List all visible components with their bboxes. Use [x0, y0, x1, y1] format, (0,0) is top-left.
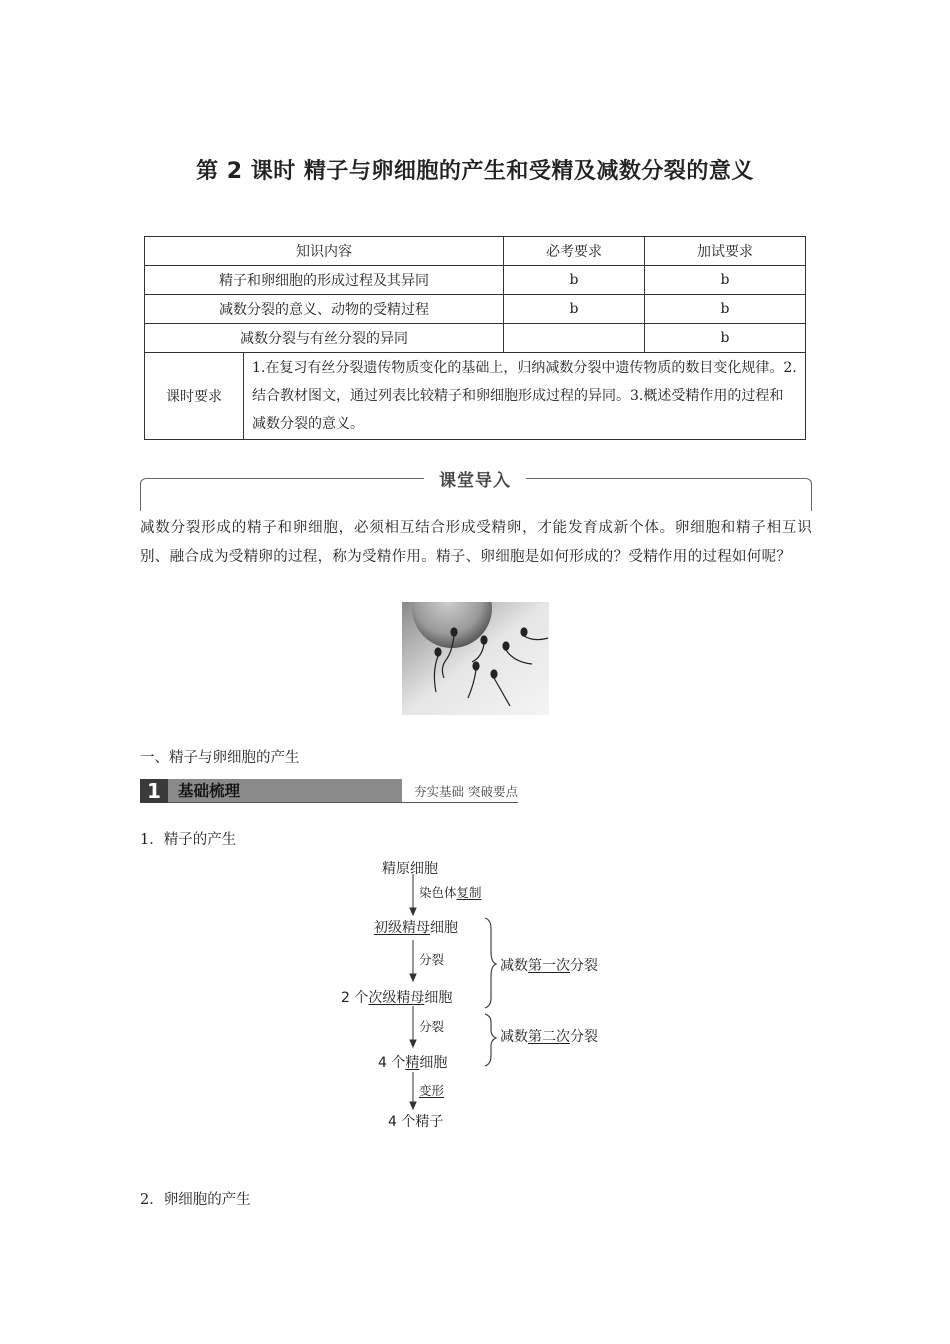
- division-key: 第一次: [528, 958, 570, 974]
- bar-number: 1: [140, 779, 168, 803]
- row-extra: b: [645, 295, 806, 324]
- row-required: [504, 324, 645, 353]
- row-content: 减数分裂与有丝分裂的异同: [145, 324, 504, 353]
- step-transformation: [419, 1081, 444, 1099]
- division-suffix: 分裂: [570, 1029, 598, 1045]
- item-egg-production: 2．卵细胞的产生: [140, 1192, 251, 1208]
- cell-sperm: 4 个精子: [388, 1114, 444, 1130]
- table-row: [145, 266, 806, 295]
- division-key: 第二次: [528, 1029, 570, 1045]
- division-suffix: 分裂: [570, 958, 598, 974]
- table-header-row: [145, 237, 806, 266]
- row-content: 减数分裂的意义、动物的受精过程: [145, 295, 504, 324]
- division-prefix: 减数: [500, 1029, 528, 1045]
- section-bar: [140, 779, 518, 805]
- step-replication: [419, 883, 482, 901]
- cell-suffix: 细胞: [419, 1055, 448, 1071]
- step-label: 染色体: [419, 885, 457, 900]
- intro-section-label: 课堂导入: [424, 466, 526, 491]
- bar-title: 基础梳理: [168, 779, 402, 803]
- step-division-2: 分裂: [419, 1019, 445, 1034]
- step-division-1: 分裂: [419, 952, 445, 967]
- lesson-label: 课时要求: [145, 353, 244, 440]
- row-extra: b: [645, 266, 806, 295]
- cell-primary-spermatocyte: [374, 917, 458, 937]
- division-prefix: 减数: [500, 958, 528, 974]
- cell-suffix: 细胞: [424, 990, 453, 1006]
- header-extra: 加试要求: [645, 237, 806, 266]
- step-key: 复制: [456, 885, 482, 900]
- row-extra: b: [645, 324, 806, 353]
- lesson-text: 1.在复习有丝分裂遗传物质变化的基础上，归纳减数分裂中遗传物质的数目变化规律。2.结合教材图文，通过列表比较精子和卵细胞形成过程的异同。3.概述受精作用的过程和减数分裂的意义。: [244, 353, 806, 440]
- section-heading: 一、精子与卵细胞的产生: [140, 750, 300, 766]
- page-title: 第 2 课时 精子与卵细胞的产生和受精及减数分裂的意义: [196, 159, 754, 184]
- cell-key: 次级精母: [368, 990, 425, 1006]
- table-row: [145, 295, 806, 324]
- intro-paragraph: 减数分裂形成的精子和卵细胞，必须相互结合形成受精卵，才能发育成新个体。卵细胞和精子相互识别、融合成为受精卵的过程，称为受精作用。精子、卵细胞是如何形成的？受精作用的过程如何呢？: [140, 520, 812, 565]
- fertilization-image: [402, 602, 549, 715]
- header-required: 必考要求: [504, 237, 645, 266]
- lesson-requirements-row: [145, 353, 806, 440]
- cell-key: 精: [405, 1055, 420, 1071]
- table-row: [145, 324, 806, 353]
- row-content: 精子和卵细胞的形成过程及其异同: [145, 266, 504, 295]
- meiosis-first-division: [500, 955, 598, 975]
- bar-subtitle: 夯实基础 突破要点: [414, 784, 518, 799]
- cell-prefix: 4 个: [378, 1055, 406, 1071]
- sperm-production-flowchart: [330, 852, 630, 1142]
- row-required: b: [504, 266, 645, 295]
- cell-spermatogonium: 精原细胞: [382, 861, 438, 877]
- header-content: 知识内容: [145, 237, 504, 266]
- cell-key: 初级精母: [374, 920, 430, 936]
- meiosis-second-division: [500, 1026, 598, 1046]
- requirements-table: [144, 236, 806, 440]
- item-sperm-production: 1．精子的产生: [140, 832, 237, 848]
- cell-prefix: 2 个: [341, 990, 369, 1006]
- cell-secondary-spermatocyte: [341, 987, 452, 1007]
- cell-suffix: 细胞: [430, 920, 458, 936]
- row-required: b: [504, 295, 645, 324]
- step-key: 变形: [419, 1083, 445, 1098]
- cell-spermatid: [378, 1052, 447, 1072]
